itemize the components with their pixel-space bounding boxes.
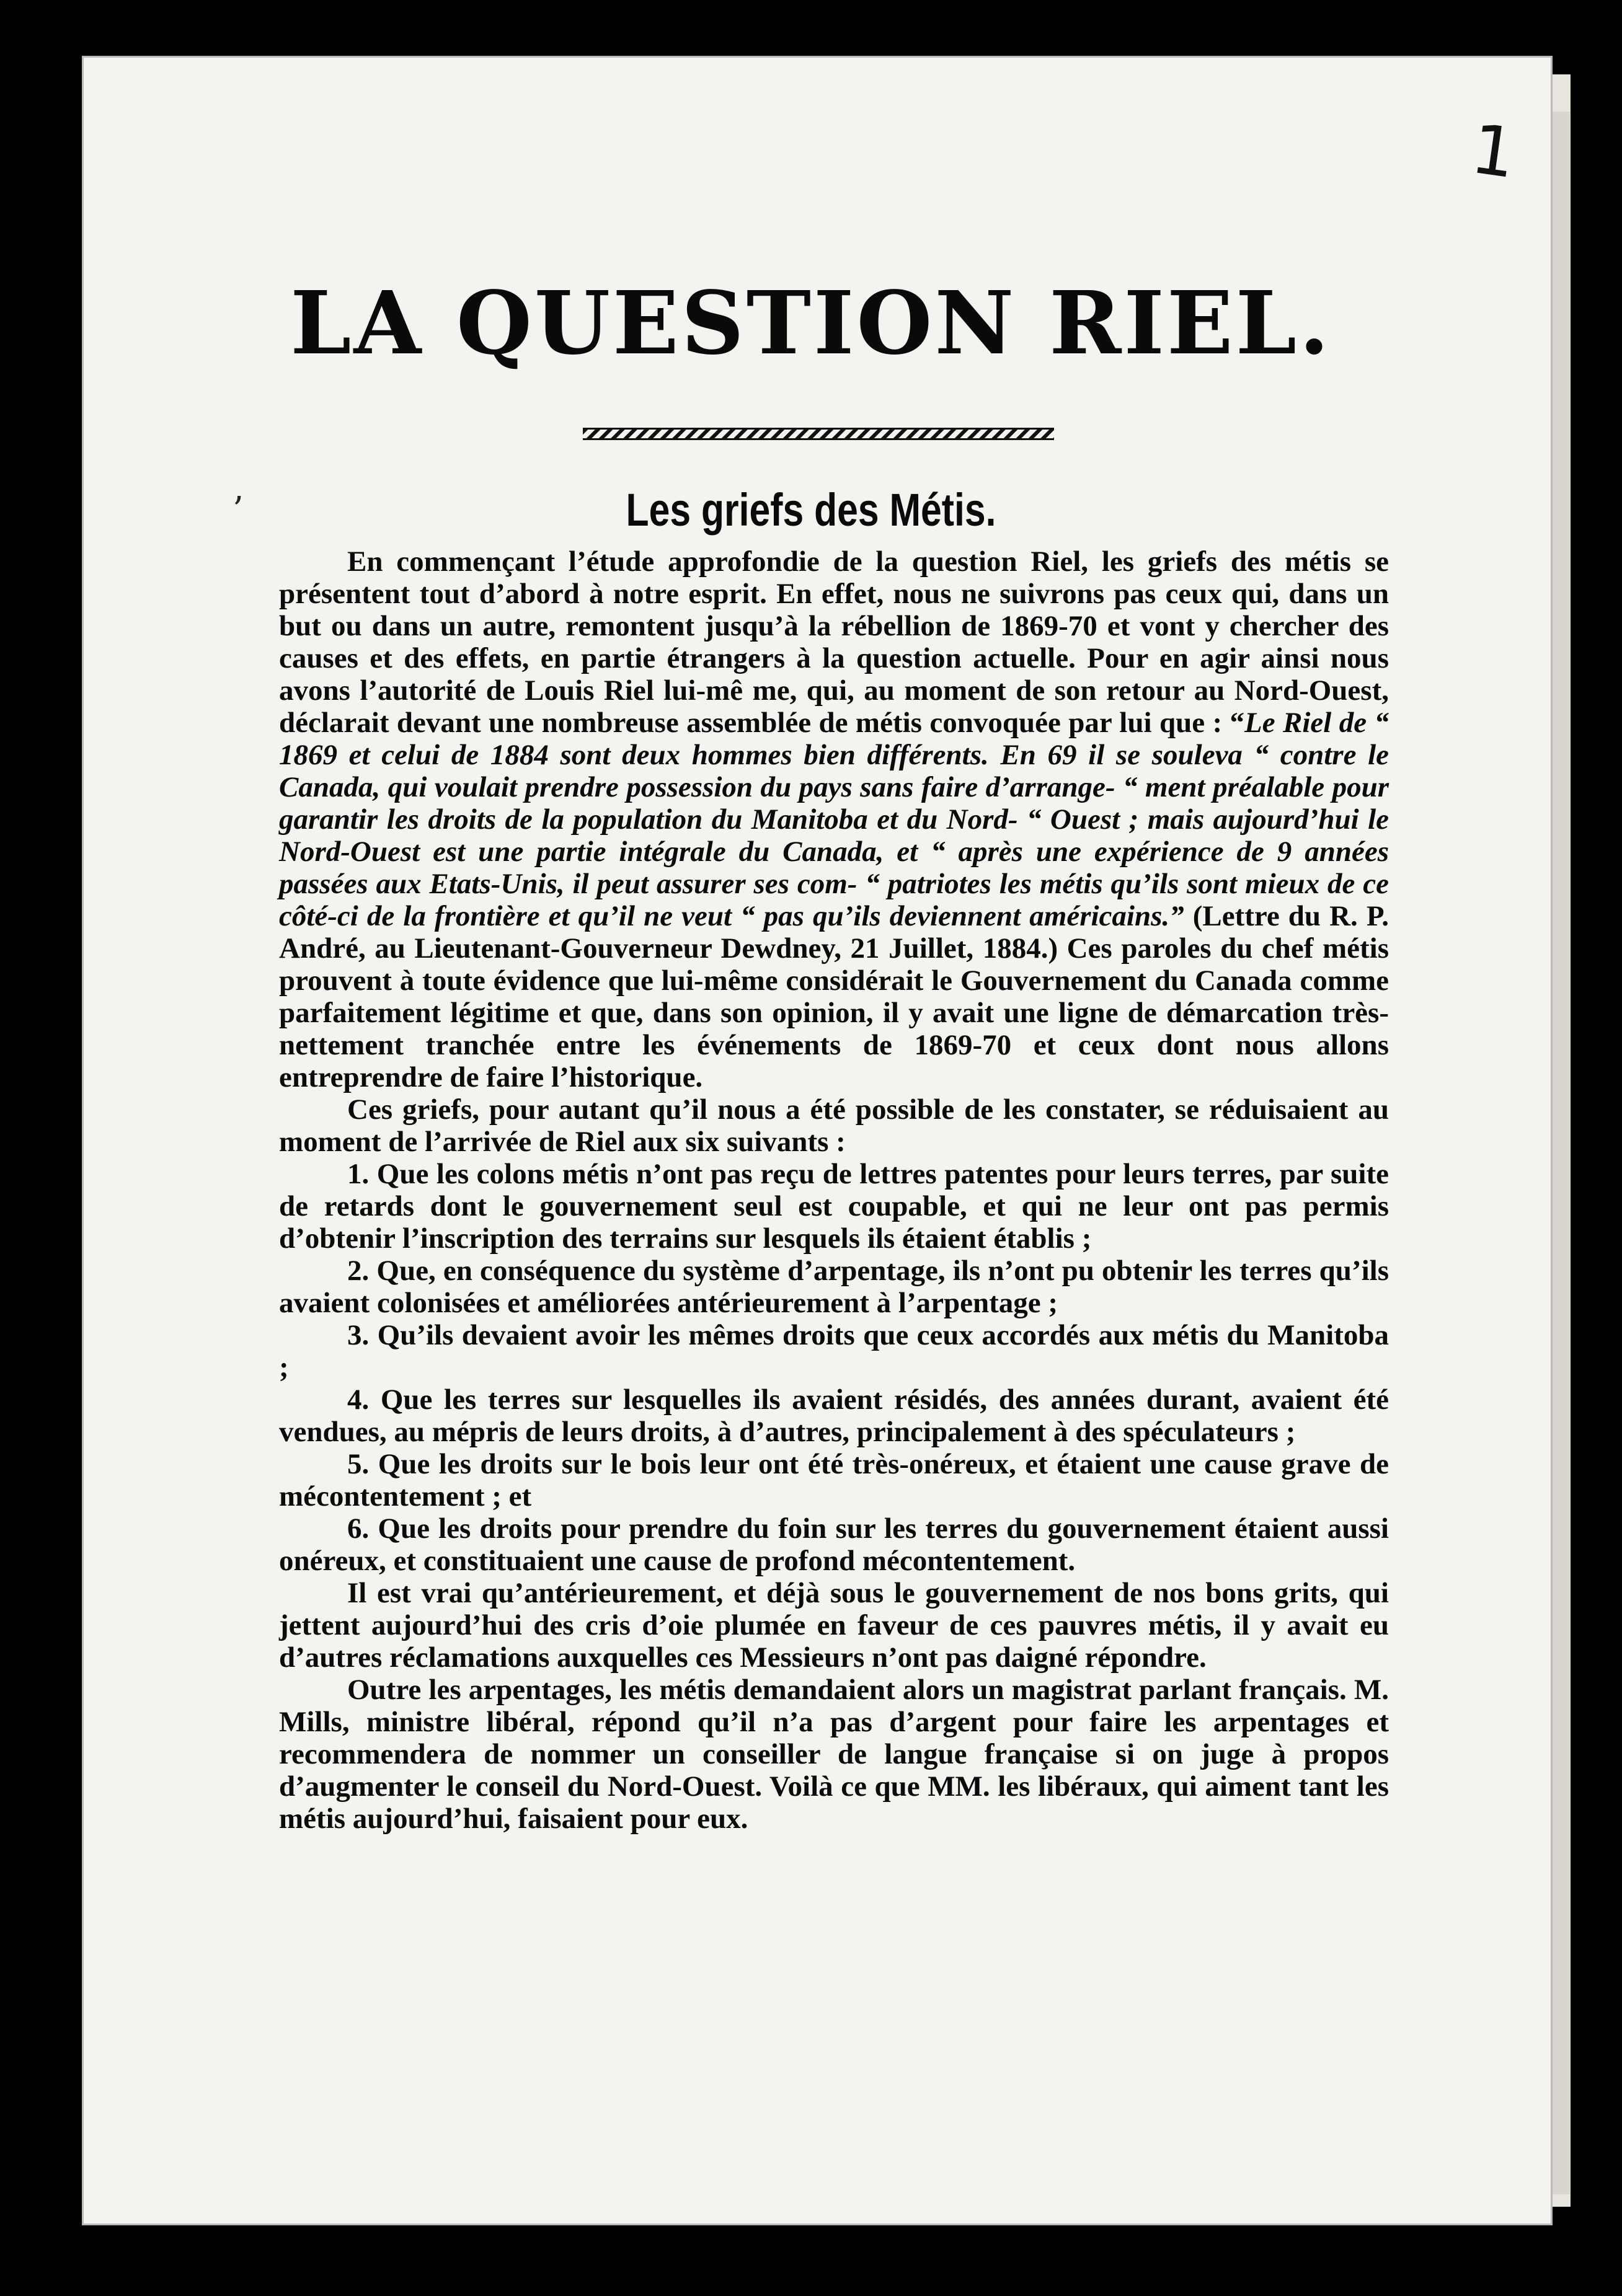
grievance-item-1: 1. Que les colons métis n’ont pas reçu de lettres patentes pour leurs terres, par suite de retards dont le gouvernement seul est coupable, et qui ne leur ont pas permis d’obtenir l’inscription des terrains sur lesquels ils étaient établis ;: [279, 1158, 1389, 1255]
intro-end: (Lettre du R. P. André, au Lieutenant-Gouverneur Dewdney, 21 Juillet, 1884.) Ces paroles du chef métis prouvent à toute évidence que lui-même considérait le Gouvernement du Canada comme parfaitement légitime et que, dans son opinion, il y avait une ligne de démarcation très-nettement tranchée entre les événements de 1869-70 et ceux dont nous allons entreprendre de faire l’historique.: [279, 900, 1389, 1093]
grievance-item-3: 3. Qu’ils devaient avoir les mêmes droits que ceux accordés aux métis du Manitoba ;: [279, 1319, 1389, 1384]
grievance-item-6: 6. Que les droits pour prendre du foin sur les terres du gouvernement étaient aussi onéreux, et constituaient une cause de profond mécontentement.: [279, 1512, 1389, 1577]
paragraph-intro: [279, 545, 1389, 1093]
stray-ink-mark: ’: [233, 490, 244, 530]
grievance-item-4: 4. Que les terres sur lesquelles ils avaient résidés, des années durant, avaient été vendues, au mépris de leurs droits, à d’autres, principalement à des spéculateurs ;: [279, 1384, 1389, 1448]
paragraph-griefs-intro: Ces griefs, pour autant qu’il nous a été possible de les constater, se réduisaient au moment de l’arrivée de Riel aux six suivants :: [279, 1093, 1389, 1158]
riel-quote: Le Riel de “ 1869 et celui de 1884 sont deux hommes bien différents. En 69 il se souleva “ contre le Canada, qui voulait prendre possession du pays sans faire d’arrange- “ ment préalable pour garantir les droits de la population du Manitoba et du Nord- “ Ouest ; mais aujourd’hui le Nord-Ouest est une partie intégrale du Canada, et “ après une expérience de 9 années passées aux Etats-Unis, il peut assurer ses com- “ patriotes les métis qu’ils sont mieux de ce côté-ci de la frontière et qu’il ne veut “ pas qu’ils deviennent américains.”: [279, 707, 1389, 932]
grievance-item-2: 2. Que, en conséquence du système d’arpentage, ils n’ont pu obtenir les terres qu’ils avaient colonisées et améliorées antérieurement à l’arpentage ;: [279, 1255, 1389, 1319]
page-number-mark: 1: [1466, 108, 1521, 194]
grievance-item-5: 5. Que les droits sur le bois leur ont été très-onéreux, et étaient une cause grave de mécontentement ; et: [279, 1448, 1389, 1512]
intro-text: En commençant l’étude approfondie de la question Riel, les griefs des métis se présentent tout d’abord à notre esprit. En effet, nous ne suivrons pas ceux qui, dans un but ou dans un autre, remontent jusqu’à la rébellion de 1869-70 et vont y chercher des causes et des effets, en partie étrangers à la question actuelle. Pour en agir ainsi nous avons l’autorité de Louis Riel lui-mê me, qui, au moment de son retour au Nord-Ouest, déclarait devant une nombreuse assemblée de métis convoquée par lui que : “: [279, 545, 1389, 739]
ornamental-rule: [583, 428, 1054, 440]
article-body: [279, 545, 1389, 1835]
paragraph-grits: Il est vrai qu’antérieurement, et déjà sous le gouvernement de nos bons grits, qui jettent aujourd’hui des cris d’oie plumée en faveur de ces pauvres métis, il y avait eu d’autres réclamations auxquelles ces Messieurs n’ont pas daigné répondre.: [279, 1577, 1389, 1674]
paragraph-arpentages: Outre les arpentages, les métis demandaient alors un magistrat parlant français. M. Mills, ministre libéral, répond qu’il n’a pas d’argent pour faire les arpentages et recommendera de nommer un conseiller de langue française si on juge à propos d’augmenter le conseil du Nord-Ouest. Voilà ce que MM. les libéraux, qui aiment tant les métis aujourd’hui, faisaient pour eux.: [279, 1674, 1389, 1835]
paper-stack-edge-inner: [1550, 112, 1570, 2194]
section-heading: Les griefs des Métis.: [626, 484, 996, 536]
document-title: LA QUESTION RIEL.: [290, 273, 1332, 374]
